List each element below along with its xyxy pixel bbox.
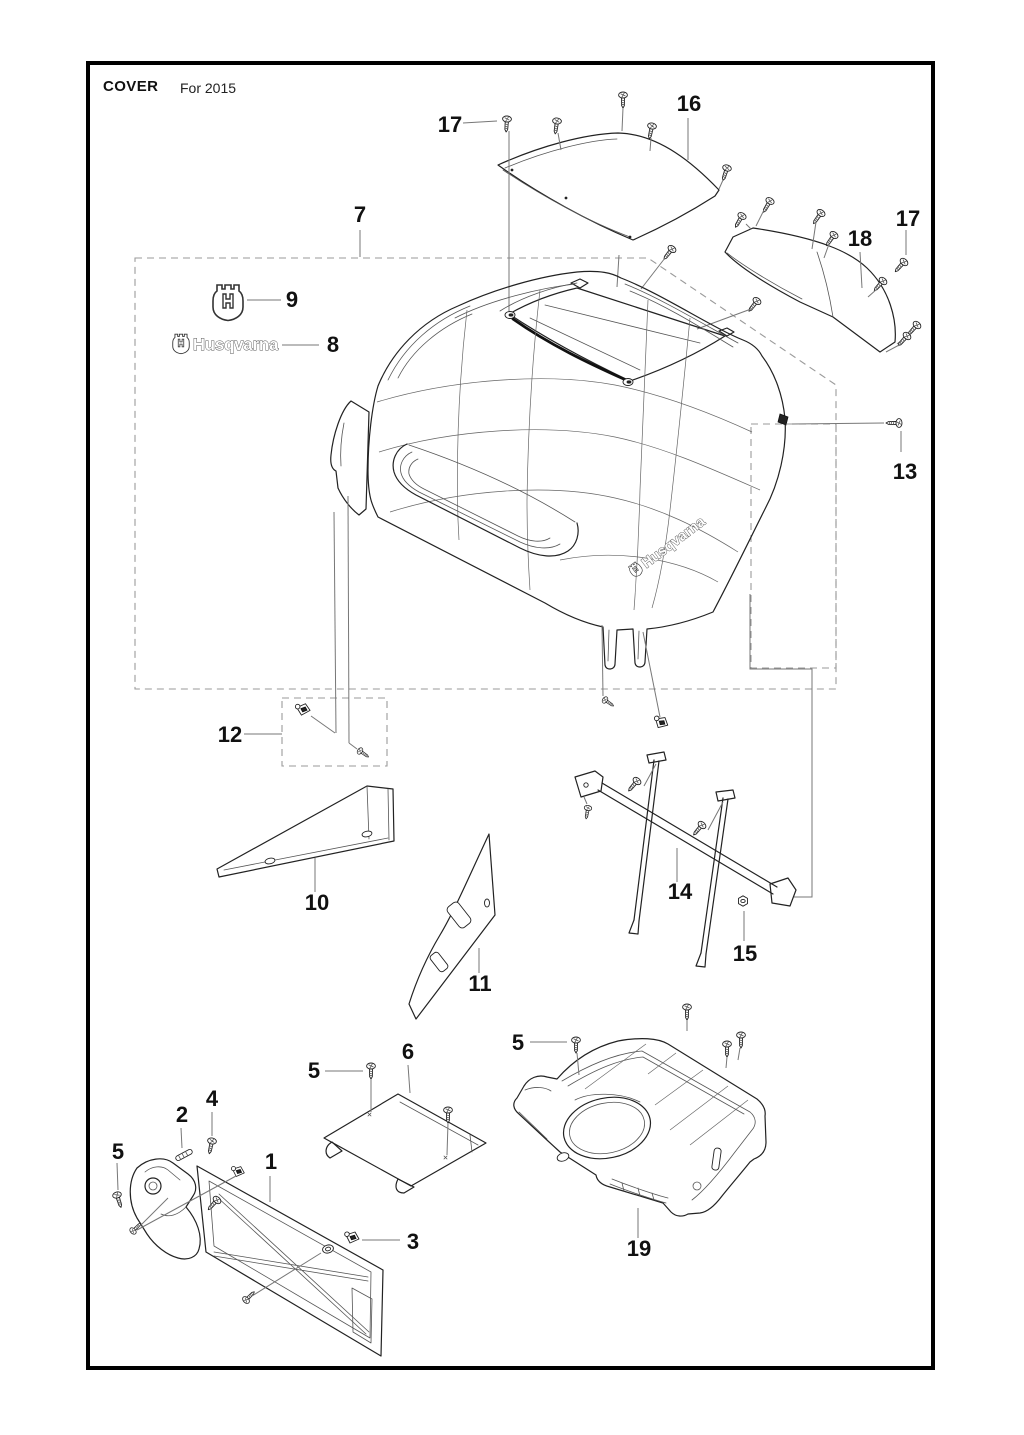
screw-icon [367, 1063, 376, 1079]
screw-icon [810, 208, 826, 226]
clip-icon [231, 1167, 244, 1177]
callout-19-label: 19 [626, 1236, 652, 1261]
callout-7-label: 7 [353, 202, 367, 227]
bottom-mat [308, 1039, 486, 1193]
callout-9 [247, 287, 298, 312]
clip-icon [345, 1232, 359, 1243]
callout-5-label: 5 [307, 1058, 321, 1083]
clip-icon [653, 716, 669, 729]
screw-icon [582, 805, 592, 820]
screw-icon [690, 820, 707, 838]
screw-icon [502, 116, 512, 133]
wordmark-text: Husqvarna [193, 336, 279, 354]
screw-icon [746, 296, 763, 314]
screw-icon [205, 1195, 222, 1213]
nut-icon [739, 896, 748, 906]
callout-4-label: 4 [205, 1086, 219, 1111]
screw-icon [572, 1037, 581, 1053]
clip-icon [295, 703, 310, 715]
callout-17-label: 17 [437, 112, 463, 137]
inner-chassis-frame [512, 1004, 766, 1261]
screw-icon [892, 257, 909, 275]
leader-line-part14 [750, 594, 812, 897]
screw-13 [792, 419, 917, 484]
callout-16 [677, 91, 701, 160]
callout-15-label: 15 [732, 941, 758, 966]
callout-6-label: 6 [401, 1039, 415, 1064]
screw-icon [719, 164, 732, 182]
screw-icon [645, 122, 657, 139]
callout-3-label: 3 [406, 1229, 420, 1254]
screw-icon [823, 230, 839, 248]
page-title: COVER [103, 78, 159, 95]
callout-17-left [438, 112, 497, 137]
wedge-bracket [217, 786, 394, 915]
screw-icon [732, 211, 748, 229]
screw-icon [760, 196, 776, 214]
callout-7 [354, 202, 366, 257]
top-hatch-panel [498, 133, 719, 240]
callout-13-label: 13 [892, 459, 918, 484]
screw-icon [112, 1191, 125, 1209]
screw-icon [871, 276, 888, 294]
callout-2-label: 2 [175, 1102, 189, 1127]
screw-icon [601, 696, 616, 709]
main-cover-body [331, 271, 788, 669]
screw-icon [619, 92, 628, 108]
callout-17-label: 17 [895, 206, 921, 231]
screw-icon [661, 244, 678, 262]
side-plate [409, 834, 495, 1019]
callout-8-label: 8 [326, 332, 340, 357]
callout-9-label: 9 [285, 287, 299, 312]
page-subtitle: For 2015 [180, 80, 237, 96]
screw-icon [356, 747, 371, 760]
screw-icon [551, 117, 562, 134]
support-frame [575, 752, 796, 967]
crown-badge [213, 285, 243, 321]
fastener-kit-12 [218, 496, 669, 760]
callout-10-label: 10 [304, 890, 330, 915]
dashed-box-part7 [135, 258, 836, 689]
callout-17-right [896, 206, 920, 255]
hatch-screws [502, 92, 732, 311]
screw-icon [683, 1004, 692, 1020]
wordmark-decal [173, 334, 279, 354]
callout-12-label: 12 [217, 722, 243, 747]
deflector-screws [697, 196, 922, 352]
pin-icon [175, 1149, 193, 1162]
callout-5-label: 5 [511, 1030, 525, 1055]
screw-icon [625, 776, 642, 794]
screw-icon [886, 419, 902, 428]
callout-14-label: 14 [667, 879, 693, 904]
callout-1-label: 1 [264, 1149, 278, 1174]
callout-16-label: 16 [676, 91, 702, 116]
screw-icon [723, 1041, 732, 1057]
callout-11-label: 11 [468, 971, 492, 996]
callout-5-label: 5 [111, 1139, 125, 1164]
screw-icon [241, 1289, 257, 1305]
screw-icon [737, 1032, 746, 1048]
body-decal-text: Husqvarna [638, 513, 709, 572]
front-panel-assembly [112, 1086, 419, 1356]
callout-8 [282, 332, 339, 357]
callout-18-label: 18 [847, 226, 873, 251]
screw-icon [205, 1137, 217, 1154]
